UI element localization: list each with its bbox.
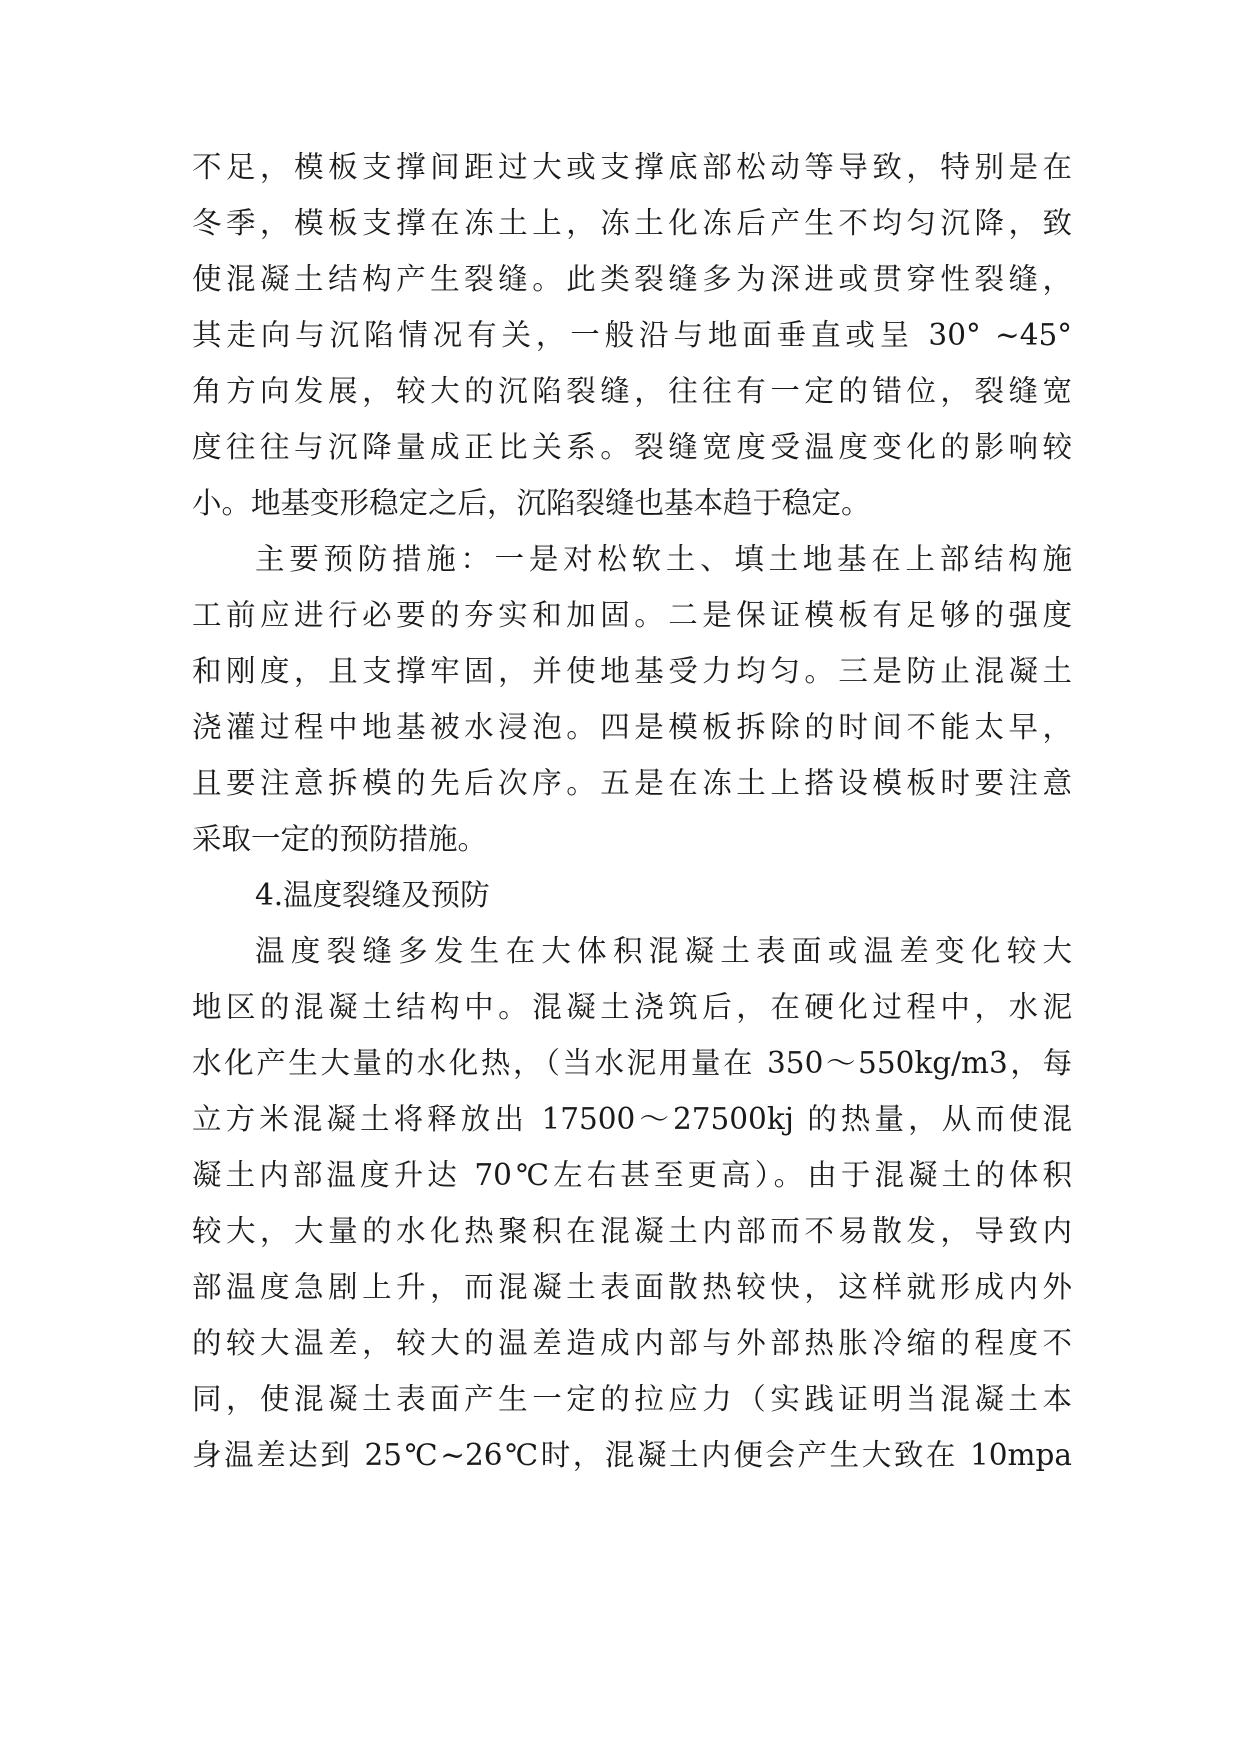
- section-heading: 4.温度裂缝及预防: [255, 878, 490, 912]
- text-line: 水化产生大量的水化热，（当水泥用量在 350～550kg/m3，每: [192, 1046, 1072, 1080]
- text-line: 角方向发展，较大的沉陷裂缝，往往有一定的错位，裂缝宽: [192, 374, 1072, 408]
- text-line: 工前应进行必要的夯实和加固。二是保证模板有足够的强度: [192, 598, 1072, 632]
- text-line: 其走向与沉陷情况有关，一般沿与地面垂直或呈 30° ~45°: [192, 318, 1072, 352]
- text-line: 温度裂缝多发生在大体积混凝土表面或温差变化较大: [255, 934, 1072, 968]
- text-line: 使混凝土结构产生裂缝。此类裂缝多为深进或贯穿性裂缝，: [192, 262, 1072, 296]
- text-line: 部温度急剧上升，而混凝土表面散热较快，这样就形成内外: [192, 1270, 1072, 1304]
- text-line: 较大，大量的水化热聚积在混凝土内部而不易散发，导致内: [192, 1214, 1072, 1248]
- text-line: 同，使混凝土表面产生一定的拉应力（实践证明当混凝土本: [192, 1382, 1072, 1416]
- text-line: 凝土内部温度升达 70℃左右甚至更高）。由于混凝土的体积: [192, 1158, 1072, 1192]
- text-line: 采取一定的预防措施。: [192, 822, 488, 856]
- text-line: 冬季，模板支撑在冻土上，冻土化冻后产生不均匀沉降，致: [192, 206, 1072, 240]
- text-line: 和刚度，且支撑牢固，并使地基受力均匀。三是防止混凝土: [192, 654, 1072, 688]
- text-line: 不足，模板支撑间距过大或支撑底部松动等导致，特别是在: [192, 150, 1072, 184]
- text-line: 主要预防措施：一是对松软土、填土地基在上部结构施: [255, 542, 1072, 576]
- text-line: 度往往与沉降量成正比关系。裂缝宽度受温度变化的影响较: [192, 430, 1072, 464]
- text-line: 立方米混凝土将释放出 17500～27500kj 的热量，从而使混: [192, 1102, 1072, 1136]
- text-line: 身温差达到 25℃~26℃时，混凝土内便会产生大致在 10mpa: [192, 1438, 1072, 1472]
- text-line: 小。地基变形稳定之后，沉陷裂缝也基本趋于稳定。: [192, 486, 871, 520]
- text-line: 的较大温差，较大的温差造成内部与外部热胀冷缩的程度不: [192, 1326, 1072, 1360]
- text-line: 浇灌过程中地基被水浸泡。四是模板拆除的时间不能太早，: [192, 710, 1072, 744]
- text-line: 且要注意拆模的先后次序。五是在冻土上搭设模板时要注意: [192, 766, 1072, 800]
- text-line: 地区的混凝土结构中。混凝土浇筑后，在硬化过程中，水泥: [192, 990, 1072, 1024]
